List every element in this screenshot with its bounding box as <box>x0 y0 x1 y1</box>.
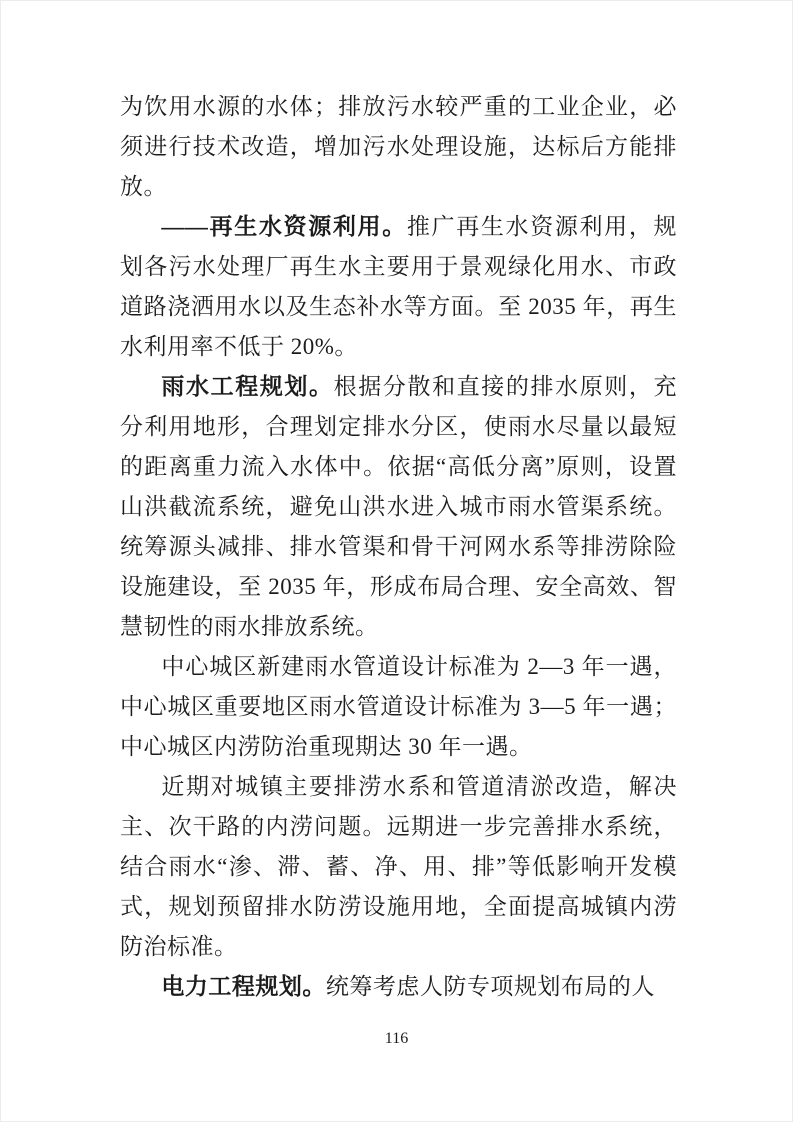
paragraph <box>120 767 677 967</box>
run-in-heading: ——再生水资源利用。 <box>161 214 407 239</box>
paragraph <box>120 207 677 367</box>
paragraph <box>120 87 677 207</box>
paragraph <box>120 967 677 1007</box>
paragraph-text: 推广再生水资源利用，规划各污水处理厂再生水主要用于景观绿化用水、市政道路浇洒用水以及生态补水等方面。至 2035 年，再生水利用率不低于 20%。 <box>120 214 678 359</box>
paragraph <box>120 647 677 767</box>
paragraph-text: 统筹考虑人防专项规划布局的人 <box>325 974 655 999</box>
paragraph-text: 为饮用水源的水体；排放污水较严重的工业企业，必须进行技术改造，增加污水处理设施，达标后方能排放。 <box>120 94 677 199</box>
paragraph <box>120 367 677 647</box>
page-number: 116 <box>384 1030 409 1047</box>
paragraph-text: 根据分散和直接的排水原则，充分利用地形，合理划定排水分区，使雨水尽量以最短的距离重力流入水体中。依据“高低分离”原则，设置山洪截流系统，避免山洪水进入城市雨水管渠系统。统筹源头减排、排水管渠和骨干河网水系等排涝除险设施建设，至 2035 年，形成布局合理、安全高效、智慧韧性的雨水排放系统。 <box>120 374 678 639</box>
run-in-heading: 电力工程规划。 <box>161 974 326 999</box>
paragraph-text: 近期对城镇主要排涝水系和管道清淤改造，解决主、次干路的内涝问题。远期进一步完善排水系统，结合雨水“渗、滞、蓄、净、用、排”等低影响开发模式，规划预留排水防涝设施用地，全面提高城镇内涝防治标准。 <box>120 774 677 959</box>
paragraph-text: 中心城区新建雨水管道设计标准为 2—3 年一遇，中心城区重要地区雨水管道设计标准为 3—5 年一遇；中心城区内涝防治重现期达 30 年一遇。 <box>120 654 677 759</box>
run-in-heading: 雨水工程规划。 <box>161 374 334 399</box>
text-block <box>120 87 677 1007</box>
